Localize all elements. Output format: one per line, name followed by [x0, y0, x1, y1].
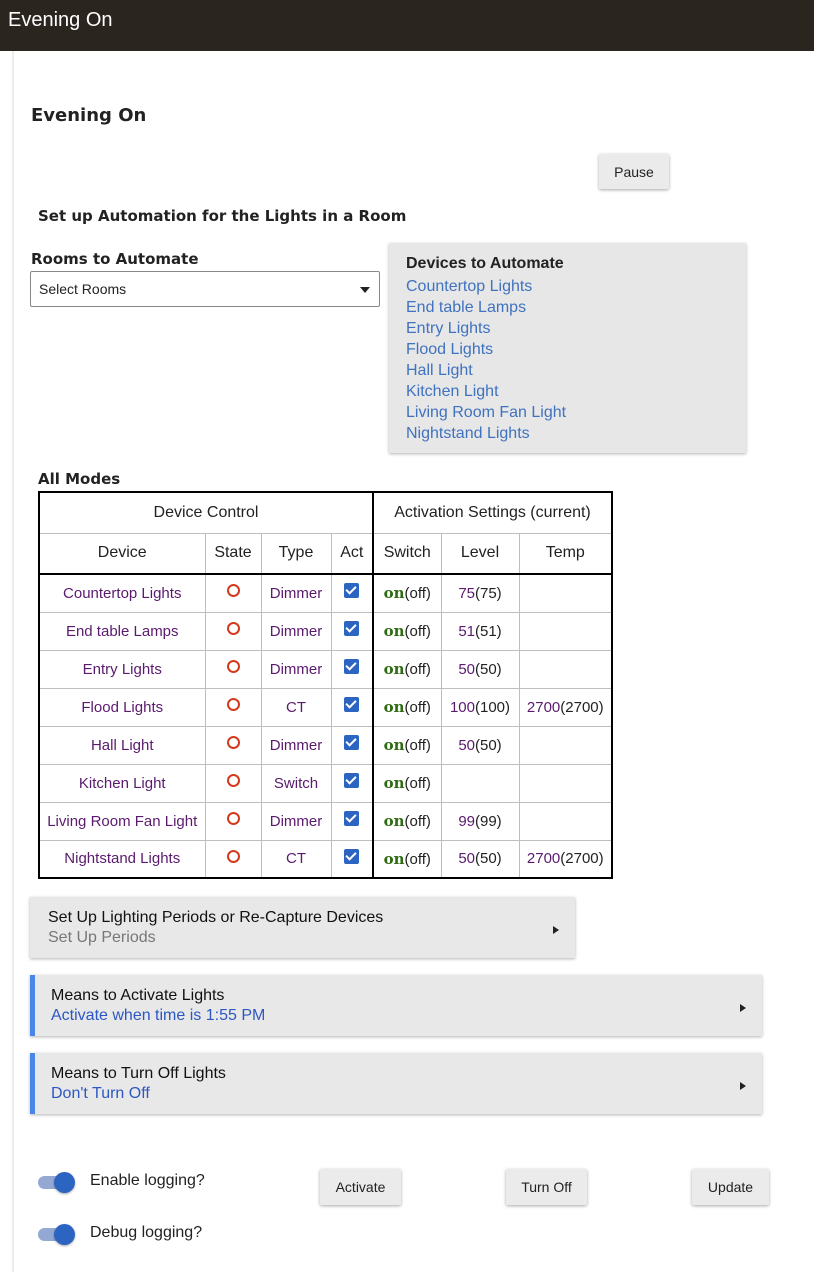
temp-cell[interactable]	[519, 688, 612, 726]
switch-setting: on	[383, 849, 405, 868]
level-current: (100)	[475, 698, 511, 716]
level-cell[interactable]	[441, 840, 519, 878]
act-cell[interactable]	[331, 688, 373, 726]
rooms-select[interactable]	[30, 271, 380, 307]
act-checkbox-checked-icon[interactable]	[344, 621, 359, 636]
act-cell[interactable]	[331, 612, 373, 650]
device-link[interactable]: Countertop Lights	[406, 278, 533, 295]
temp-cell[interactable]	[519, 802, 612, 840]
activate-subtitle: Activate when time is 1:55 PM	[51, 1007, 266, 1024]
switch-setting: on	[383, 660, 405, 678]
level-setting: 50	[458, 660, 475, 678]
act-checkbox-checked-icon[interactable]	[344, 583, 359, 598]
toggle-knob	[54, 1224, 75, 1245]
device-link[interactable]: Entry Lights	[406, 320, 491, 337]
state-cell	[205, 764, 261, 802]
level-current: (50)	[475, 850, 502, 868]
triangle-right-icon	[553, 926, 559, 934]
col-header-switch: Switch	[373, 533, 441, 574]
temp-cell[interactable]	[519, 726, 612, 764]
temp-setting: 2700	[526, 698, 561, 716]
switch-current: (off)	[404, 623, 431, 640]
switch-setting: on	[383, 774, 405, 792]
device-cell[interactable]: Kitchen Light	[39, 764, 205, 802]
state-off-icon	[227, 622, 240, 635]
device-cell[interactable]: Entry Lights	[39, 650, 205, 688]
switch-cell[interactable]	[373, 688, 441, 726]
switch-current: (off)	[404, 775, 431, 792]
col-header-level: Level	[441, 533, 519, 574]
level-current: (75)	[475, 584, 502, 602]
state-off-icon	[227, 736, 240, 749]
turnoff-title: Means to Turn Off Lights	[51, 1065, 226, 1082]
switch-cell[interactable]	[373, 612, 441, 650]
device-cell[interactable]: Countertop Lights	[39, 574, 205, 612]
table-row	[39, 612, 612, 650]
table-row	[39, 574, 612, 612]
col-header-state: State	[205, 533, 261, 574]
device-link[interactable]: Flood Lights	[406, 341, 494, 358]
act-cell[interactable]	[331, 726, 373, 764]
left-divider	[12, 51, 14, 1272]
temp-cell[interactable]	[519, 764, 612, 802]
periods-panel[interactable]	[30, 897, 575, 958]
act-checkbox-checked-icon[interactable]	[344, 735, 359, 750]
turn-off-button[interactable]: Turn Off	[506, 1169, 587, 1205]
act-cell[interactable]	[331, 802, 373, 840]
act-checkbox-checked-icon[interactable]	[344, 773, 359, 788]
level-cell[interactable]	[441, 802, 519, 840]
table-row	[39, 650, 612, 688]
debug-logging-toggle[interactable]	[38, 1223, 76, 1245]
periods-title: Set Up Lighting Periods or Re-Capture Devices	[48, 909, 384, 926]
level-setting: 50	[458, 850, 475, 868]
turnoff-subtitle: Don't Turn Off	[51, 1085, 150, 1102]
activate-button[interactable]: Activate	[320, 1169, 401, 1205]
enable-logging-toggle[interactable]	[38, 1171, 76, 1193]
temp-cell[interactable]	[519, 612, 612, 650]
switch-cell[interactable]	[373, 726, 441, 764]
device-cell[interactable]: Flood Lights	[39, 688, 205, 726]
type-cell: Dimmer	[261, 802, 331, 840]
level-cell[interactable]	[441, 650, 519, 688]
level-current: (99)	[475, 812, 502, 830]
switch-setting: on	[383, 812, 405, 830]
table-row	[39, 688, 612, 726]
pause-button[interactable]: Pause	[599, 154, 669, 189]
level-setting: 75	[458, 584, 475, 602]
rooms-label: Rooms to Automate	[31, 250, 199, 268]
table-row	[39, 764, 612, 802]
col-header-device: Device	[39, 533, 205, 574]
activate-panel[interactable]	[30, 975, 762, 1036]
page-title: Evening On	[31, 105, 147, 126]
type-cell: Dimmer	[261, 650, 331, 688]
device-link[interactable]: Hall Light	[406, 362, 473, 379]
triangle-right-icon	[740, 1082, 746, 1090]
state-cell	[205, 612, 261, 650]
switch-cell[interactable]	[373, 574, 441, 612]
state-cell	[205, 840, 261, 878]
switch-setting: on	[383, 698, 405, 716]
switch-cell[interactable]	[373, 764, 441, 802]
level-current: (51)	[475, 622, 502, 640]
device-link[interactable]: End table Lamps	[406, 299, 527, 316]
device-link[interactable]: Living Room Fan Light	[406, 404, 567, 421]
level-cell[interactable]	[441, 764, 519, 802]
switch-current: (off)	[404, 850, 431, 868]
act-cell[interactable]	[331, 840, 373, 878]
group-header-device-control: Device Control	[39, 492, 373, 533]
state-off-icon	[227, 774, 240, 787]
col-header-act: Act	[331, 533, 373, 574]
switch-current: (off)	[404, 737, 431, 754]
toggle-knob	[54, 1172, 75, 1193]
enable-logging-label: Enable logging?	[90, 1172, 205, 1189]
temp-current: (2700)	[560, 850, 604, 868]
table-row	[39, 802, 612, 840]
type-cell: Dimmer	[261, 726, 331, 764]
level-cell[interactable]	[441, 726, 519, 764]
col-header-temp: Temp	[519, 533, 612, 574]
type-cell: Switch	[261, 764, 331, 802]
act-cell[interactable]	[331, 574, 373, 612]
act-cell[interactable]	[331, 764, 373, 802]
col-header-type: Type	[261, 533, 331, 574]
switch-cell[interactable]	[373, 650, 441, 688]
group-header-activation: Activation Settings (current)	[373, 492, 612, 533]
app-bar	[0, 0, 814, 51]
debug-logging-label: Debug logging?	[90, 1224, 203, 1241]
level-setting: 50	[458, 736, 475, 754]
act-checkbox-checked-icon[interactable]	[344, 811, 359, 826]
temp-current: (2700)	[560, 698, 604, 716]
rooms-select-value: Select Rooms	[39, 281, 127, 297]
temp-cell[interactable]	[519, 840, 612, 878]
devices-to-automate-panel	[389, 243, 746, 453]
act-checkbox-checked-icon[interactable]	[344, 659, 359, 674]
state-cell	[205, 688, 261, 726]
type-cell: CT	[261, 688, 331, 726]
level-cell[interactable]	[441, 688, 519, 726]
switch-current: (off)	[404, 661, 431, 678]
app-title: Evening On	[8, 9, 113, 31]
type-cell: CT	[261, 840, 331, 878]
switch-cell[interactable]	[373, 840, 441, 878]
state-off-icon	[227, 584, 240, 597]
level-current: (50)	[475, 736, 502, 754]
device-cell[interactable]: End table Lamps	[39, 612, 205, 650]
temp-cell[interactable]	[519, 574, 612, 612]
type-cell: Dimmer	[261, 574, 331, 612]
level-setting: 51	[458, 622, 475, 640]
state-cell	[205, 726, 261, 764]
device-link[interactable]: Kitchen Light	[406, 383, 499, 400]
switch-setting: on	[383, 622, 405, 640]
device-link[interactable]: Nightstand Lights	[406, 425, 530, 442]
update-button[interactable]: Update	[692, 1169, 769, 1205]
state-off-icon	[227, 660, 240, 673]
level-current: (50)	[475, 660, 502, 678]
turnoff-panel[interactable]	[30, 1053, 762, 1114]
device-cell[interactable]: Living Room Fan Light	[39, 802, 205, 840]
level-cell[interactable]	[441, 574, 519, 612]
state-cell	[205, 574, 261, 612]
device-cell[interactable]: Nightstand Lights	[39, 840, 205, 878]
table-row	[39, 840, 612, 878]
switch-setting: on	[383, 584, 405, 603]
act-checkbox-checked-icon[interactable]	[344, 697, 359, 712]
switch-cell[interactable]	[373, 802, 441, 840]
caret-down-icon	[360, 287, 370, 293]
level-setting: 99	[458, 812, 475, 830]
devices-panel-title: Devices to Automate	[406, 255, 564, 272]
state-cell	[205, 802, 261, 840]
switch-current: (off)	[404, 585, 431, 603]
level-cell[interactable]	[441, 612, 519, 650]
level-setting: 100	[449, 698, 475, 716]
triangle-right-icon	[740, 1004, 746, 1012]
table-column-header	[39, 533, 612, 574]
type-cell: Dimmer	[261, 612, 331, 650]
modes-label: All Modes	[38, 470, 121, 488]
setup-heading: Set up Automation for the Lights in a Room	[38, 207, 407, 225]
act-checkbox-checked-icon[interactable]	[344, 849, 359, 864]
state-off-icon	[227, 812, 240, 825]
switch-setting: on	[383, 736, 405, 754]
state-off-icon	[227, 698, 240, 711]
state-off-icon	[227, 850, 240, 863]
device-cell[interactable]: Hall Light	[39, 726, 205, 764]
table-group-header	[39, 492, 612, 533]
device-table	[38, 491, 613, 879]
activate-title: Means to Activate Lights	[51, 987, 225, 1004]
act-cell[interactable]	[331, 650, 373, 688]
periods-subtitle: Set Up Periods	[48, 929, 156, 946]
switch-current: (off)	[404, 699, 431, 716]
table-row	[39, 726, 612, 764]
switch-current: (off)	[404, 813, 431, 830]
temp-cell[interactable]	[519, 650, 612, 688]
temp-setting: 2700	[526, 850, 561, 868]
state-cell	[205, 650, 261, 688]
